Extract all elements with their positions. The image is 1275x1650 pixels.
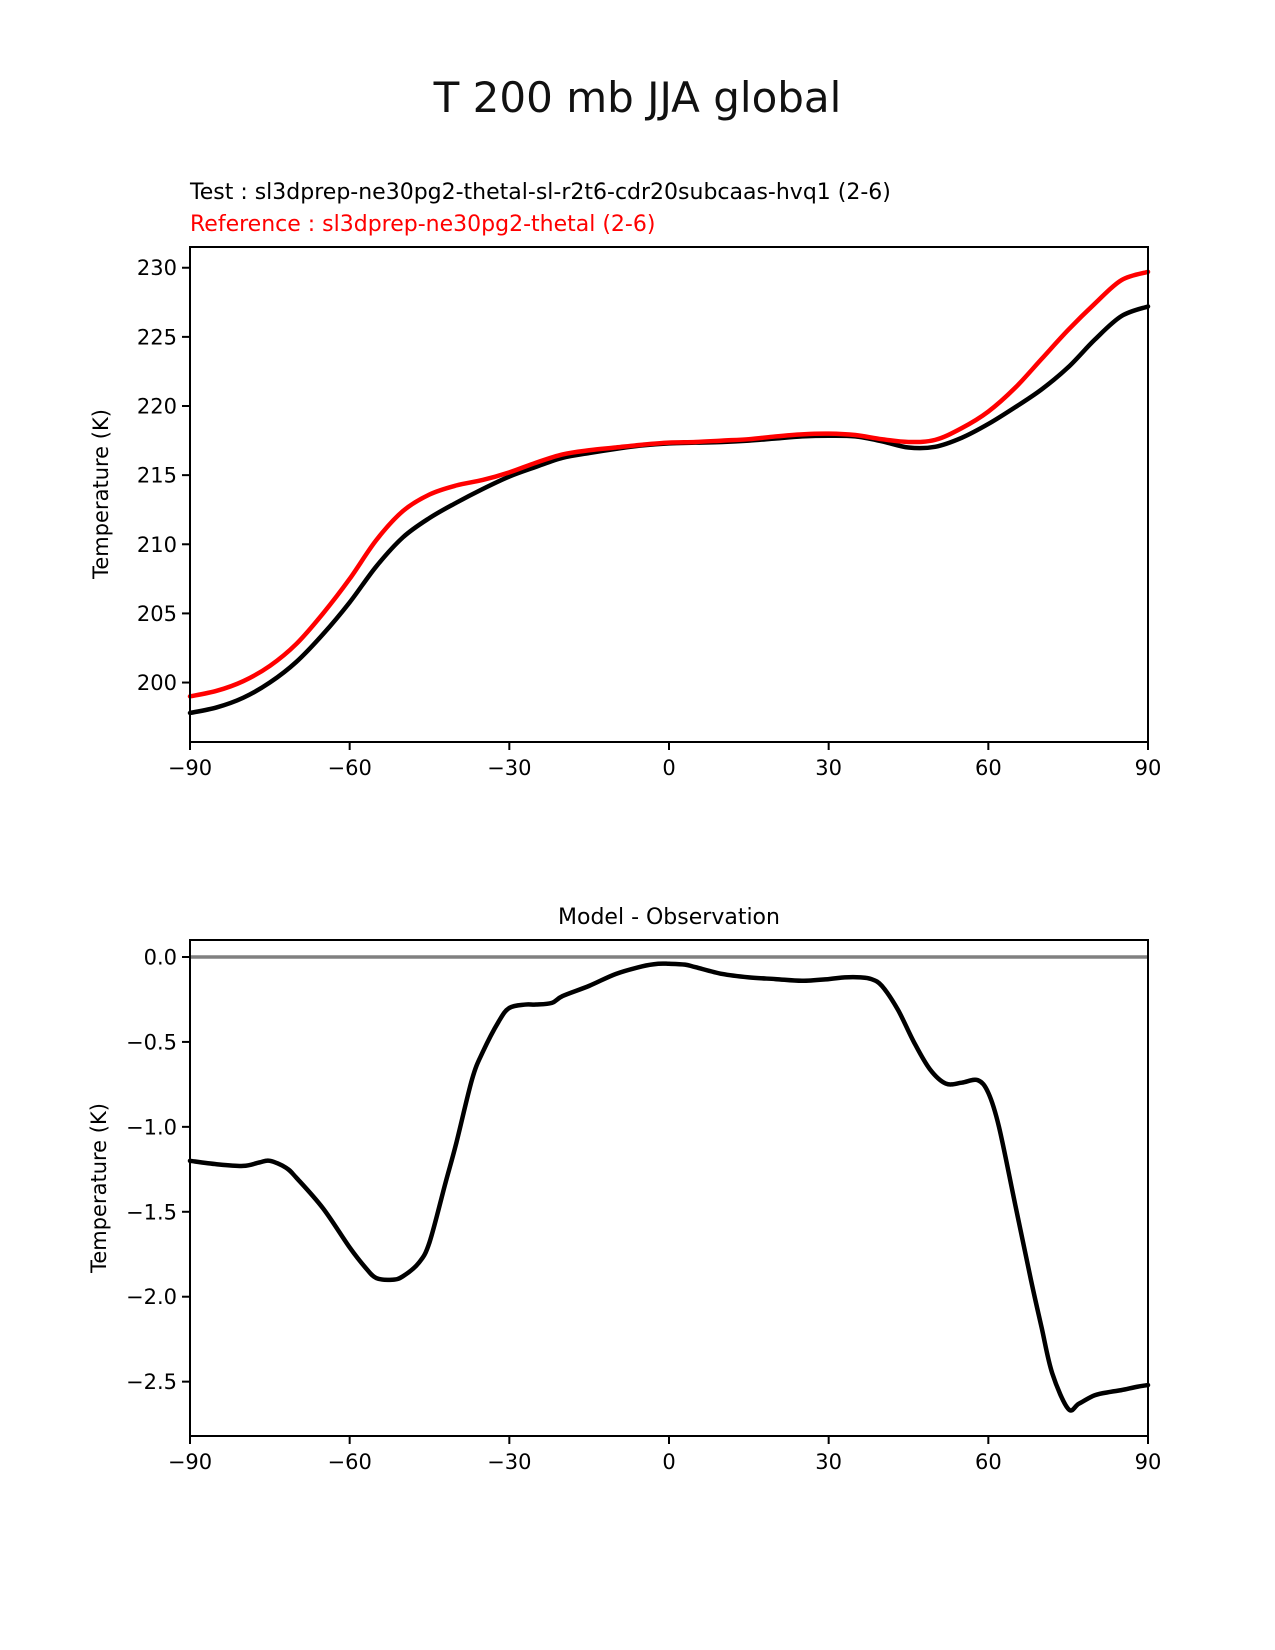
axes-frame (190, 247, 1148, 742)
x-tick-label: 0 (662, 756, 676, 780)
x-tick-label: −60 (327, 756, 372, 780)
top-chart (137, 247, 1161, 780)
reference-label: Reference : sl3dprep-ne30pg2-thetal (2-6) (190, 212, 656, 237)
y-tick-label: −2.5 (126, 1370, 177, 1395)
x-tick-label: 60 (974, 1450, 1002, 1474)
y-tick-label: 0.0 (143, 945, 177, 970)
y-tick-label: −0.5 (126, 1030, 177, 1055)
x-tick-label: 30 (815, 756, 843, 780)
bottom-chart-ylabel: Temperature (K) (87, 1103, 111, 1273)
y-tick-label: 215 (136, 463, 177, 488)
x-tick-label: 60 (974, 756, 1002, 780)
y-tick-label: 210 (136, 532, 177, 557)
difference-chart-title: Model - Observation (558, 905, 780, 930)
model-observation-curve (190, 964, 1148, 1411)
x-tick-label: −30 (487, 1450, 532, 1474)
reference-curve (190, 272, 1148, 696)
axes-frame (190, 940, 1148, 1436)
x-tick-label: 90 (1134, 756, 1162, 780)
x-tick-label: 30 (815, 1450, 843, 1474)
y-tick-label: −2.0 (126, 1285, 177, 1310)
test-curve (190, 306, 1148, 713)
figure-title: T 200 mb JJA global (433, 73, 842, 122)
x-tick-label: −30 (487, 756, 532, 780)
top-chart-ylabel: Temperature (K) (89, 409, 113, 579)
y-tick-label: 220 (136, 394, 177, 419)
test-label: Test : sl3dprep-ne30pg2-thetal-sl-r2t6-cdr20subcaas-hvq1 (2-6) (190, 180, 891, 205)
x-tick-label: 0 (662, 1450, 676, 1474)
y-tick-label: 200 (136, 671, 177, 696)
y-tick-label: −1.5 (126, 1200, 177, 1225)
bottom-chart (126, 940, 1161, 1474)
y-tick-label: 230 (136, 256, 177, 281)
y-tick-label: −1.0 (126, 1115, 177, 1140)
y-tick-label: 205 (136, 601, 177, 626)
x-tick-label: −60 (327, 1450, 372, 1474)
x-tick-label: −90 (167, 1450, 213, 1474)
y-tick-label: 225 (136, 325, 177, 350)
x-tick-label: −90 (167, 756, 213, 780)
x-tick-label: 90 (1134, 1450, 1162, 1474)
